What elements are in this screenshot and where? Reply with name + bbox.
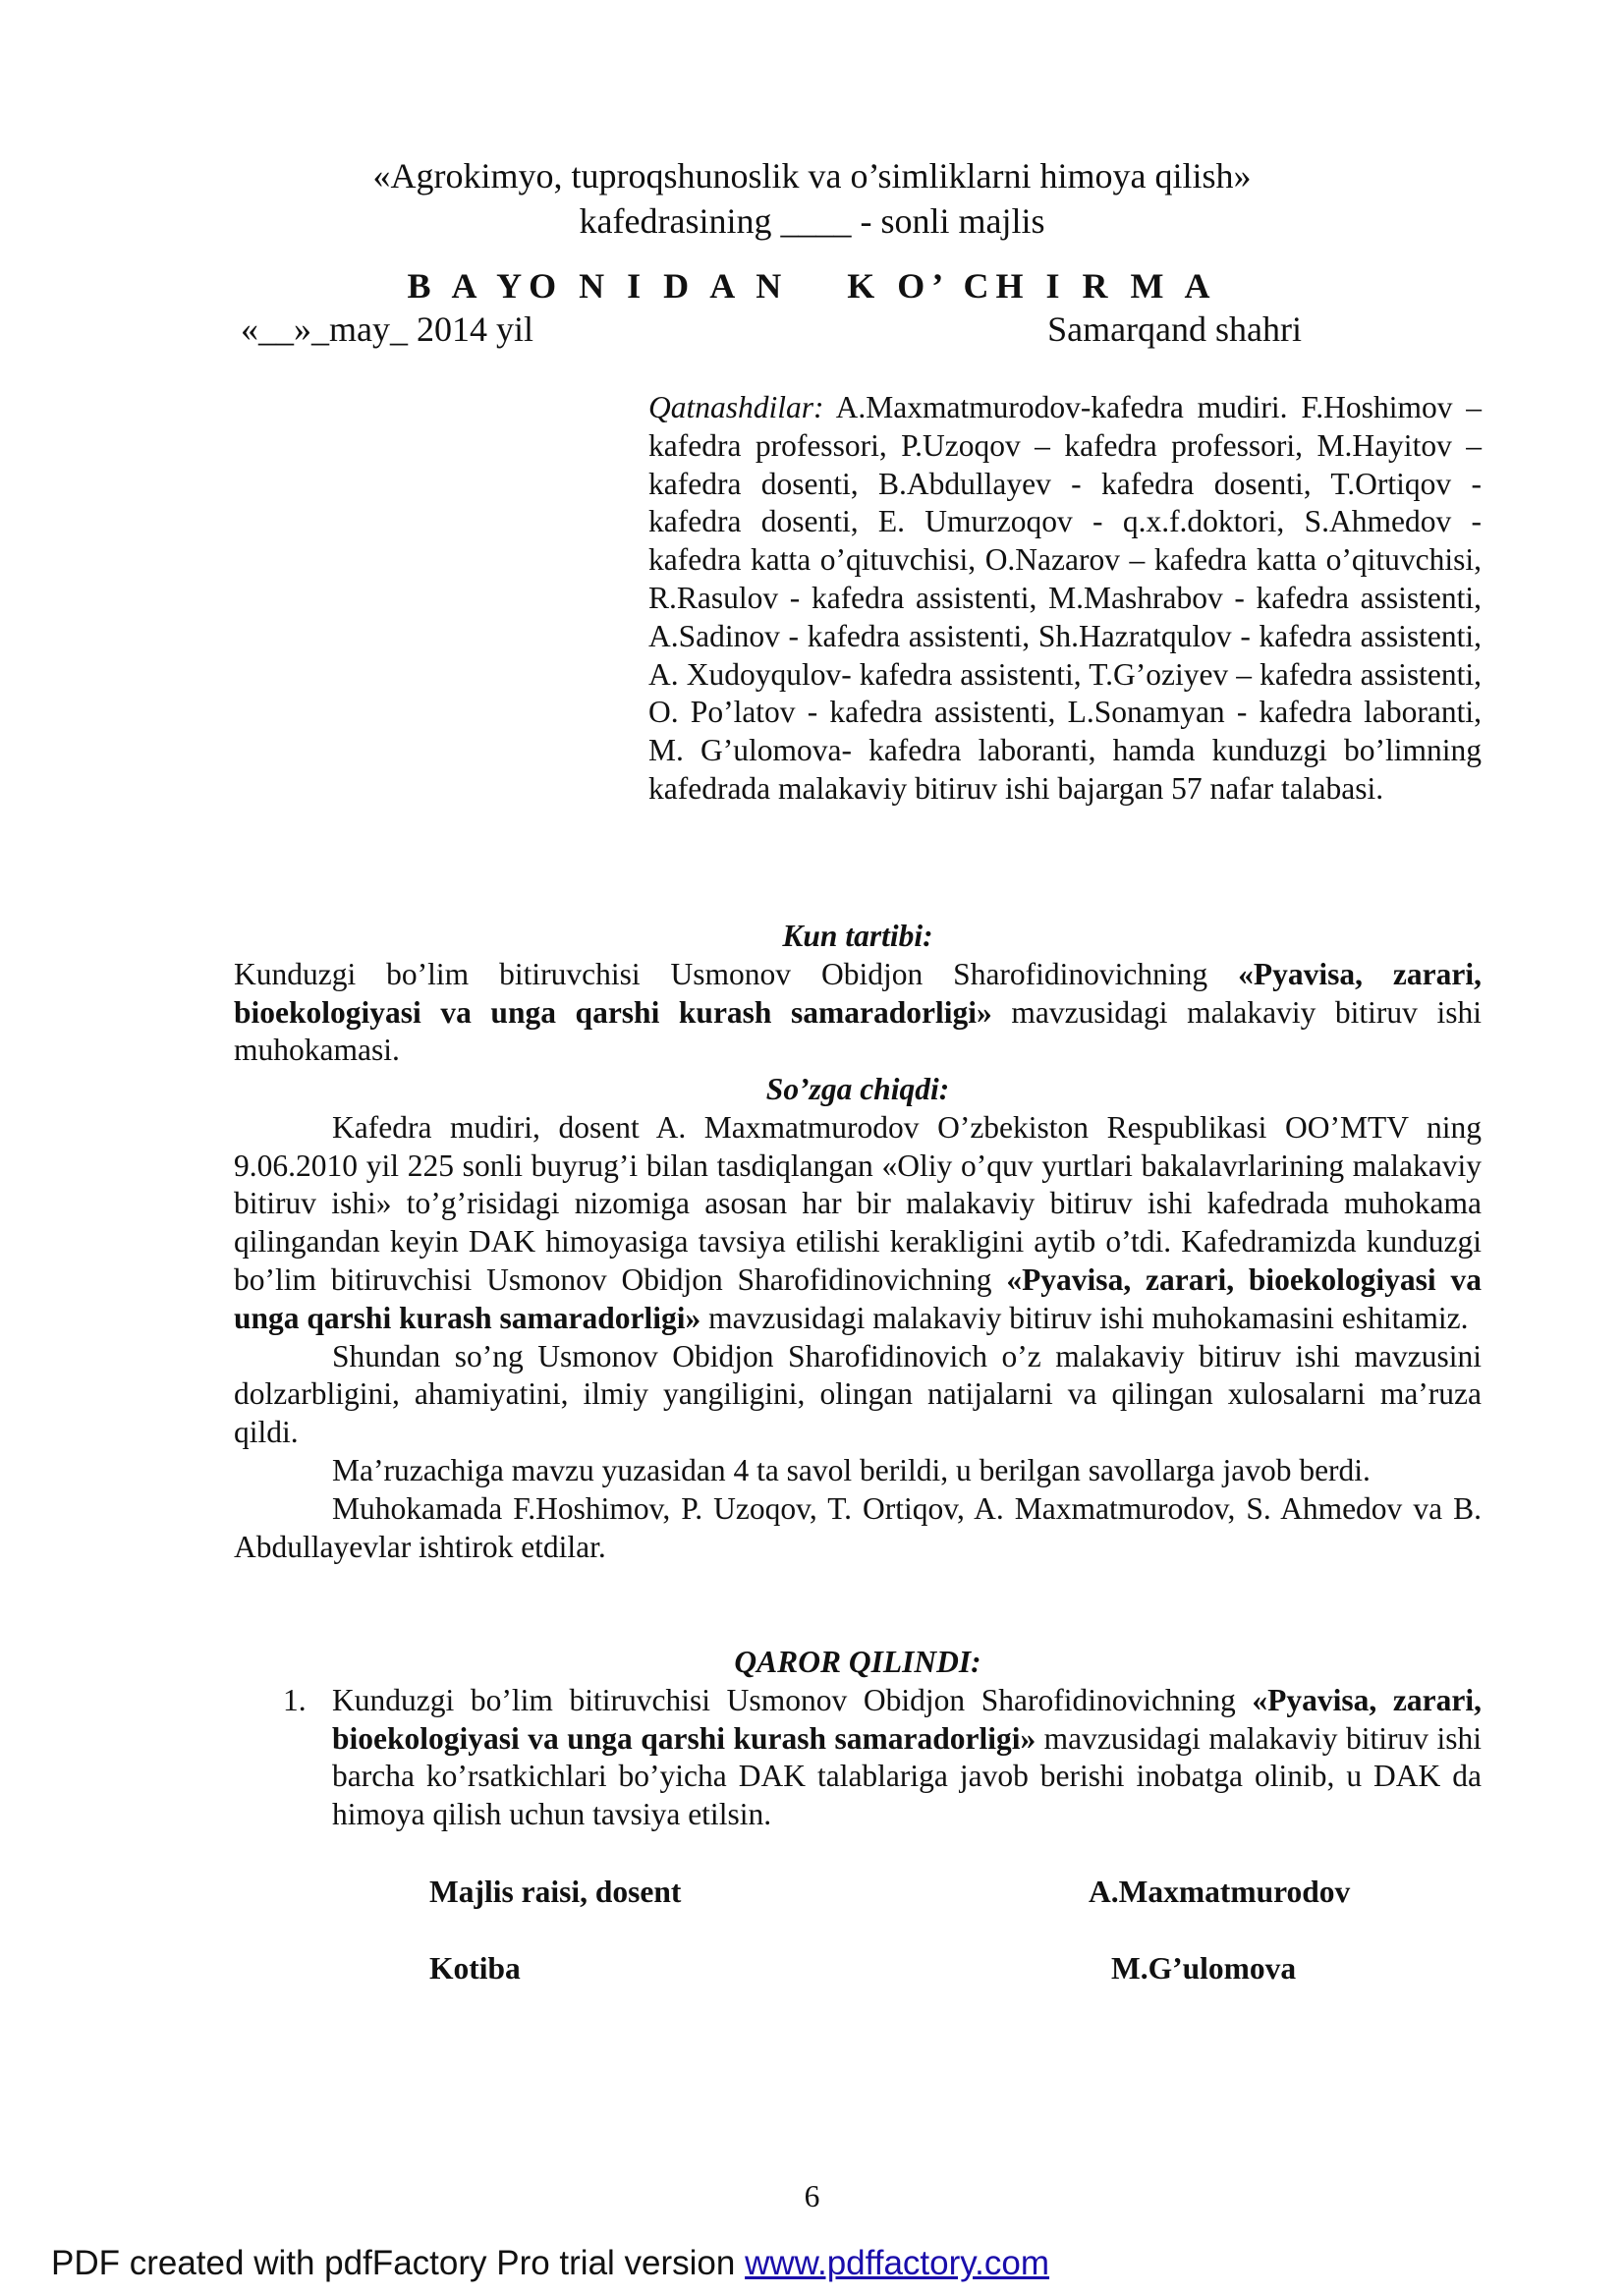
document-heading <box>0 263 1624 308</box>
participants-text: A.Maxmatmurodov-kafedra mudiri. F.Hoshimov – kafedra professori, P.Uzoqov – kafedra professori, M.Hayitov – kafedra dosenti, B.Abdullayev - kafedra dosenti, T.Ortiqov - kafedra dosenti, E. Umurzoqov - q.x.f.doktori, S.Ahmedov - kafedra katta o’qituvchisi, O.Nazarov – kafedra katta o’qituvchisi, R.Rasulov - kafedra assistenti, M.Mashrabov - kafedra assistenti, A.Sadinov - kafedra assistenti, Sh.Hazratqulov - kafedra assistenti, A. Xudoyqulov- kafedra assistenti, T.G’oziyev – kafedra assistenti, O. Po’latov - kafedra assistenti, L.Sonamyan - kafedra laboranti, M. G’ulomova- kafedra laboranti, hamda kunduzgi bo’limning kafedrada malakaviy bitiruv ishi bajargan 57 nafar talabasi. <box>648 390 1482 806</box>
meeting-line: kafedrasining ____ - sonli majlis <box>579 201 1045 241</box>
heading-left: B A YO N I D A N <box>407 266 789 306</box>
decision-text <box>332 1682 1482 1834</box>
agenda-text <box>234 956 1482 1070</box>
date-line <box>241 307 1302 352</box>
secretary-role: Kotiba <box>429 1951 521 1986</box>
speech-paragraph-2: Shundan so’ng Usmonov Obidjon Sharofidinovich o’z malakaviy bitiruv ishi mavzusini dolzarbligini, ahamiyatini, ilmiy yangiligini, olingan natijalarni va qilingan xulosalarni ma’ruza qildi. <box>234 1338 1482 1450</box>
footer-text: PDF created with pdfFactory Pro trial version <box>51 2244 746 2282</box>
speech-title: So’zga chiqdi: <box>765 1072 950 1106</box>
decision-post: mavzusidagi malakaviy bitiruv ishi barcha ko’rsatkichlari bo’yicha DAK talablariga javob berishi inobatga olinib, u DAK da himoya qilish uchun tavsiya etilsin. <box>332 1720 1482 1832</box>
agenda-pre: Kunduzgi bo’lim bitiruvchisi Usmonov Obidjon Sharofidinovichning <box>234 956 1239 991</box>
secretary-name: M.G’ulomova <box>1111 1951 1297 1986</box>
participants-block <box>648 389 1482 809</box>
pdf-footer <box>51 2244 1049 2283</box>
chair-name: A.Maxmatmurodov <box>1089 1875 1351 1909</box>
decision-number: 1. <box>283 1682 307 1717</box>
agenda-topic: «Pyavisa, zarari, bioekologiyasi va unga qarshi kurash samaradorligi» <box>234 956 1482 1030</box>
decision-topic: «Pyavisa, zarari, bioekologiyasi va unga qarshi kurash samaradorligi» <box>332 1682 1482 1756</box>
decision-title: QAROR QILINDI: <box>734 1645 981 1679</box>
decision-item <box>234 1682 1482 1834</box>
department-line: «Agrokimyo, tuproqshunoslik va o’simliklarni himoya qilish» <box>372 156 1252 196</box>
footer-link[interactable]: www.pdffactory.com <box>745 2244 1050 2282</box>
participants-label: Qatnashdilar: <box>648 390 824 424</box>
speech-paragraph-3: Ma’ruzachiga mavzu yuzasidan 4 ta savol berildi, u berilgan savollarga javob berdi. <box>332 1452 1371 1487</box>
page-number: 6 <box>804 2179 820 2213</box>
agenda-title: Kun tartibi: <box>782 919 933 953</box>
speech-section <box>234 1071 1482 1566</box>
meeting-city: Samarqand shahri <box>1047 309 1302 349</box>
heading-right: K O’ CH I R M A <box>847 266 1217 306</box>
speech-p1-text: Kafedra mudiri, dosent A. Maxmatmurodov O’zbekiston Respublikasi OO’MTV ning 9.06.2010 yil 225 sonli buyrug’i bilan tasdiqlangan «Oliy o’quv yurtlari bakalavrlarining malakaviy bitiruv ishi» to’g’risidagi nizomiga asosan har bir malakaviy bitiruv ishi kafedrada muhokama qilingandan keyin DAK himoyasiga tavsiya etilishi kerakligini aytib o’tdi. Kafedramizda kunduzgi bo’lim bitiruvchisi Usmonov Obidjon Sharofidinovichning <box>234 1109 1482 1297</box>
meeting-date: «__»_may_ 2014 yil <box>241 309 533 349</box>
speech-paragraph-4: Muhokamada F.Hoshimov, P. Uzoqov, T. Ortiqov, A. Maxmatmurodov, S. Ahmedov va B. Abdullayevlar ishtirok etdilar. <box>234 1490 1482 1564</box>
document-header <box>0 153 1624 244</box>
speech-p1-post: mavzusidagi malakaviy bitiruv ishi muhokamasini eshitamiz. <box>700 1300 1469 1335</box>
agenda-section <box>234 918 1482 1070</box>
chair-role: Majlis raisi, dosent <box>429 1875 682 1909</box>
speech-p1-topic: «Pyavisa, zarari, bioekologiyasi va unga qarshi kurash samaradorligi» <box>234 1261 1482 1335</box>
speech-paragraph-1 <box>234 1109 1482 1338</box>
agenda-post: mavzusidagi malakaviy bitiruv ishi muhokamasi. <box>234 994 1482 1068</box>
decision-pre: Kunduzgi bo’lim bitiruvchisi Usmonov Obidjon Sharofidinovichning <box>332 1682 1253 1717</box>
decision-section <box>234 1644 1482 1834</box>
